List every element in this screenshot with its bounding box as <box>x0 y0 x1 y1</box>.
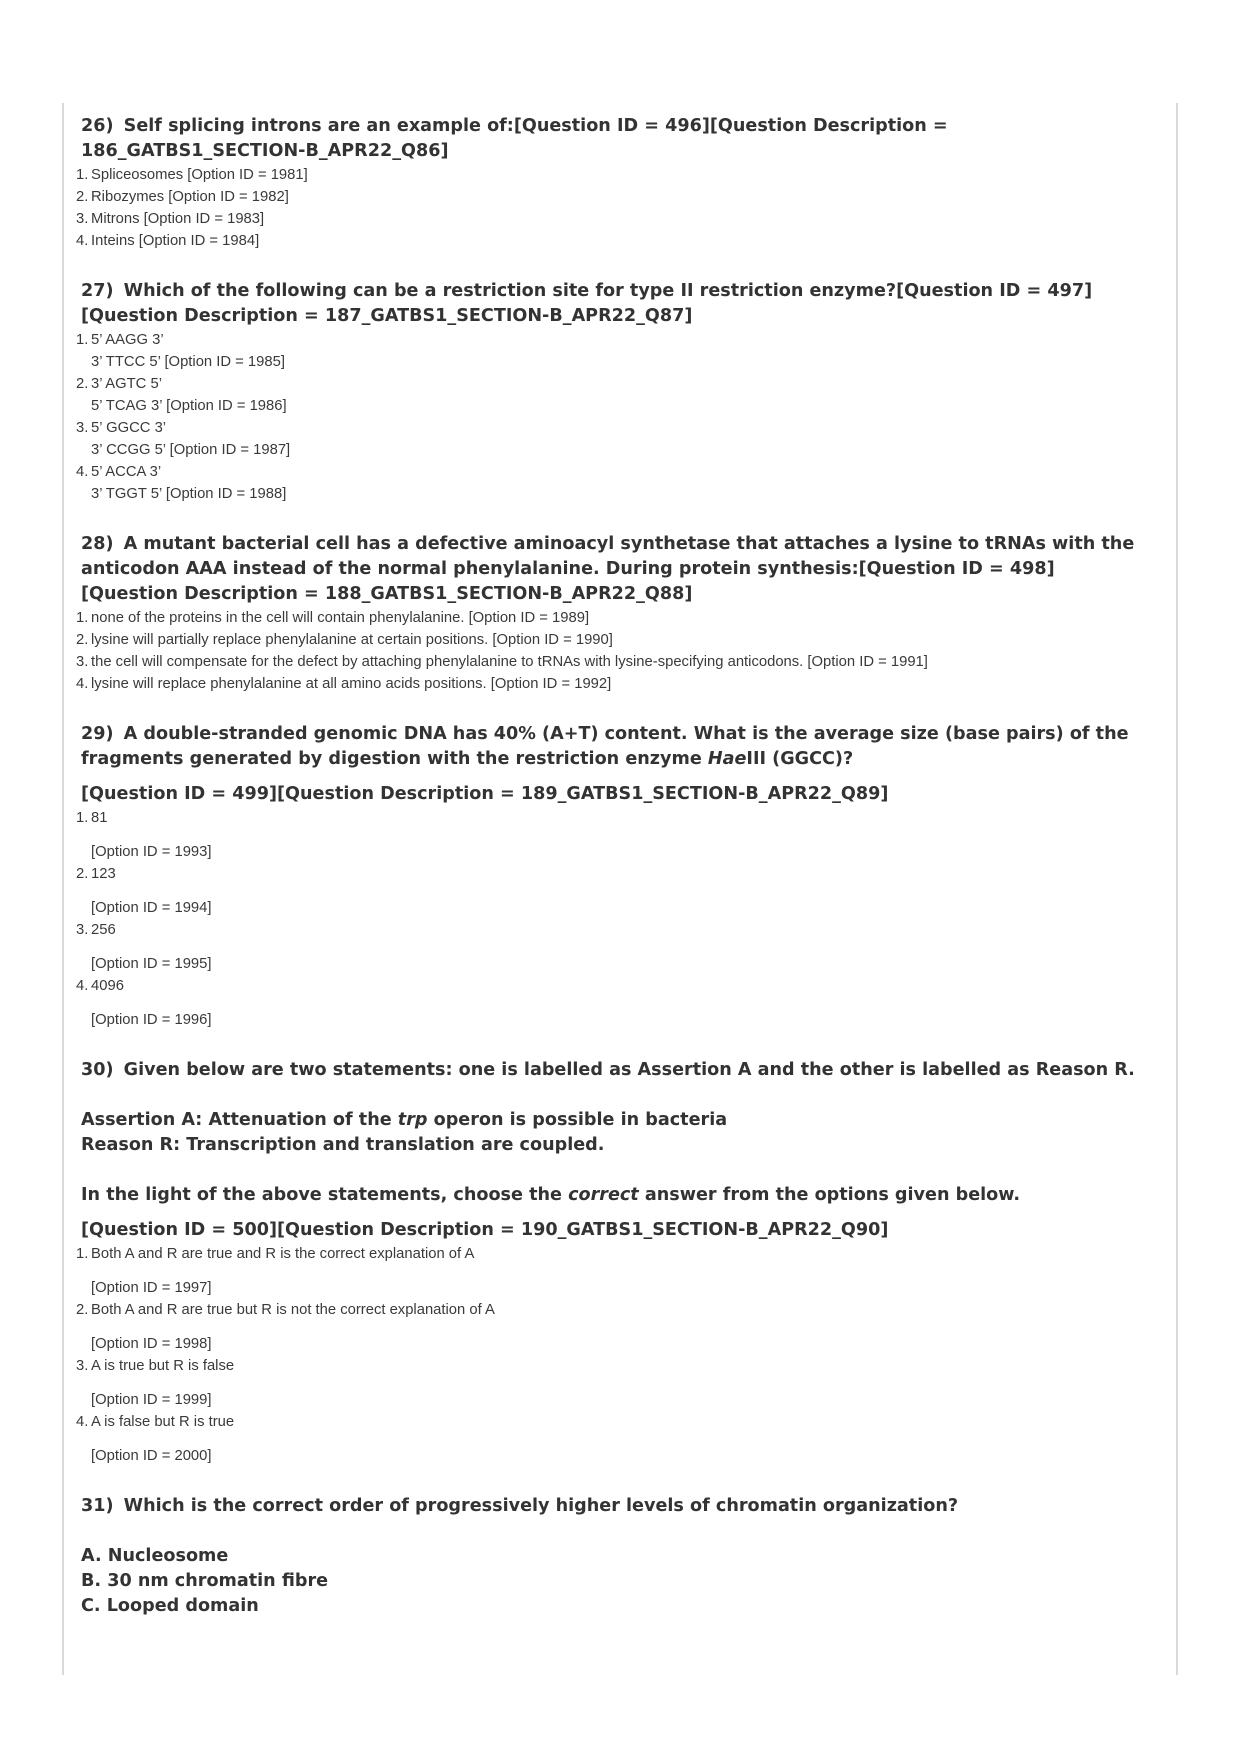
question-title: 29) A double-stranded genomic DNA has 40% (A+T) content. What is the average size (base pairs) of the fragments generated by digestion with the restriction enzyme HaeIII (GGCC)? <box>81 724 1129 769</box>
option-2: 2. 123 [Option ID = 1994] <box>76 866 212 916</box>
instruction-text: In the light of the above statements, choose the correct answer from the options given below. <box>81 1185 1021 1205</box>
option-2: 2. lysine will partially replace phenylalanine at certain positions. [Option ID = 1990] <box>76 632 613 648</box>
option-2: 2. 3’ AGTC 5’ 5’ TCAG 3’ [Option ID = 1986] <box>76 376 287 414</box>
question-26 <box>66 114 1146 252</box>
spacer <box>66 1083 1146 1108</box>
option-list <box>66 329 1146 505</box>
question-title: 27) Which of the following can be a restriction site for type II restriction enzyme?[Question ID = 497][Question Description = 187_GATBS1_SECTION-B_APR22_Q87] <box>81 281 1093 326</box>
question-title: 31) Which is the correct order of progressively higher levels of chromatin organization? <box>81 1496 959 1516</box>
option-list <box>66 1243 1146 1467</box>
option-list <box>66 807 1146 1031</box>
option-list <box>66 607 1146 695</box>
option-4: 4. 4096 [Option ID = 1996] <box>76 978 212 1028</box>
option-2: 2. Both A and R are true but R is not the correct explanation of A [Option ID = 1998] <box>76 1302 495 1352</box>
question-31 <box>66 1494 1146 1619</box>
option-list <box>66 164 1146 252</box>
option-4: 4. 5’ ACCA 3’ 3’ TGGT 5’ [Option ID = 1988] <box>76 464 287 502</box>
option-3: 3. A is true but R is false [Option ID = 1999] <box>76 1358 235 1408</box>
spacer <box>66 1158 1146 1183</box>
option-1: 1. Both A and R are true and R is the correct explanation of A [Option ID = 1997] <box>76 1246 475 1296</box>
option-1: 1. Spliceosomes [Option ID = 1981] <box>76 167 308 183</box>
option-3: 3. the cell will compensate for the defect by attaching phenylalanine to tRNAs with lysine-specifying anticodons. [Option ID = 1991] <box>76 654 928 670</box>
question-27 <box>66 279 1146 505</box>
question-id-line: [Question ID = 500][Question Description = 190_GATBS1_SECTION-B_APR22_Q90] <box>81 1220 889 1240</box>
question-list <box>66 114 1146 1646</box>
question-id-line: [Question ID = 499][Question Description = 189_GATBS1_SECTION-B_APR22_Q89] <box>81 784 889 804</box>
option-1: 1. 5’ AAGG 3’ 3’ TTCC 5’ [Option ID = 1985] <box>76 332 285 370</box>
assertion-statement: Assertion A: Attenuation of the trp operon is possible in bacteria <box>81 1110 728 1130</box>
option-4: 4. A is false but R is true [Option ID = 2000] <box>76 1414 235 1464</box>
question-title: 30) Given below are two statements: one is labelled as Assertion A and the other is labelled as Reason R. <box>81 1060 1135 1080</box>
question-title: 28) A mutant bacterial cell has a defective aminoacyl synthetase that attaches a lysine to tRNAs with the anticodon AAA instead of the normal phenylalanine. During protein synthesis:[Question ID = 498][Question Description = 188_GATBS1_SECTION-B_APR22_Q88] <box>81 534 1135 604</box>
reason-statement: Reason R: Transcription and translation are coupled. <box>81 1135 605 1155</box>
spacer <box>66 1208 1146 1218</box>
question-30 <box>66 1058 1146 1467</box>
option-4: 4. Inteins [Option ID = 1984] <box>76 233 260 249</box>
spacer <box>66 1519 1146 1544</box>
chromatin-item-b: B. 30 nm chromatin fibre <box>81 1571 329 1591</box>
question-title: 26) Self splicing introns are an example of:[Question ID = 496][Question Description = 186_GATBS1_SECTION-B_APR22_Q86] <box>81 116 948 161</box>
question-28 <box>66 532 1146 695</box>
chromatin-item-c: C. Looped domain <box>81 1596 259 1616</box>
chromatin-item-a: A. Nucleosome <box>81 1546 229 1566</box>
question-29 <box>66 722 1146 1031</box>
option-1: 1. none of the proteins in the cell will contain phenylalanine. [Option ID = 1989] <box>76 610 590 626</box>
right-page-border <box>1176 103 1178 1675</box>
option-4: 4. lysine will replace phenylalanine at all amino acids positions. [Option ID = 1992] <box>76 676 612 692</box>
option-3: 3. 5’ GGCC 3’ 3’ CCGG 5’ [Option ID = 1987] <box>76 420 291 458</box>
option-1: 1. 81 [Option ID = 1993] <box>76 810 212 860</box>
option-3: 3. Mitrons [Option ID = 1983] <box>76 211 265 227</box>
left-page-border <box>62 103 64 1675</box>
option-2: 2. Ribozymes [Option ID = 1982] <box>76 189 289 205</box>
option-3: 3. 256 [Option ID = 1995] <box>76 922 212 972</box>
